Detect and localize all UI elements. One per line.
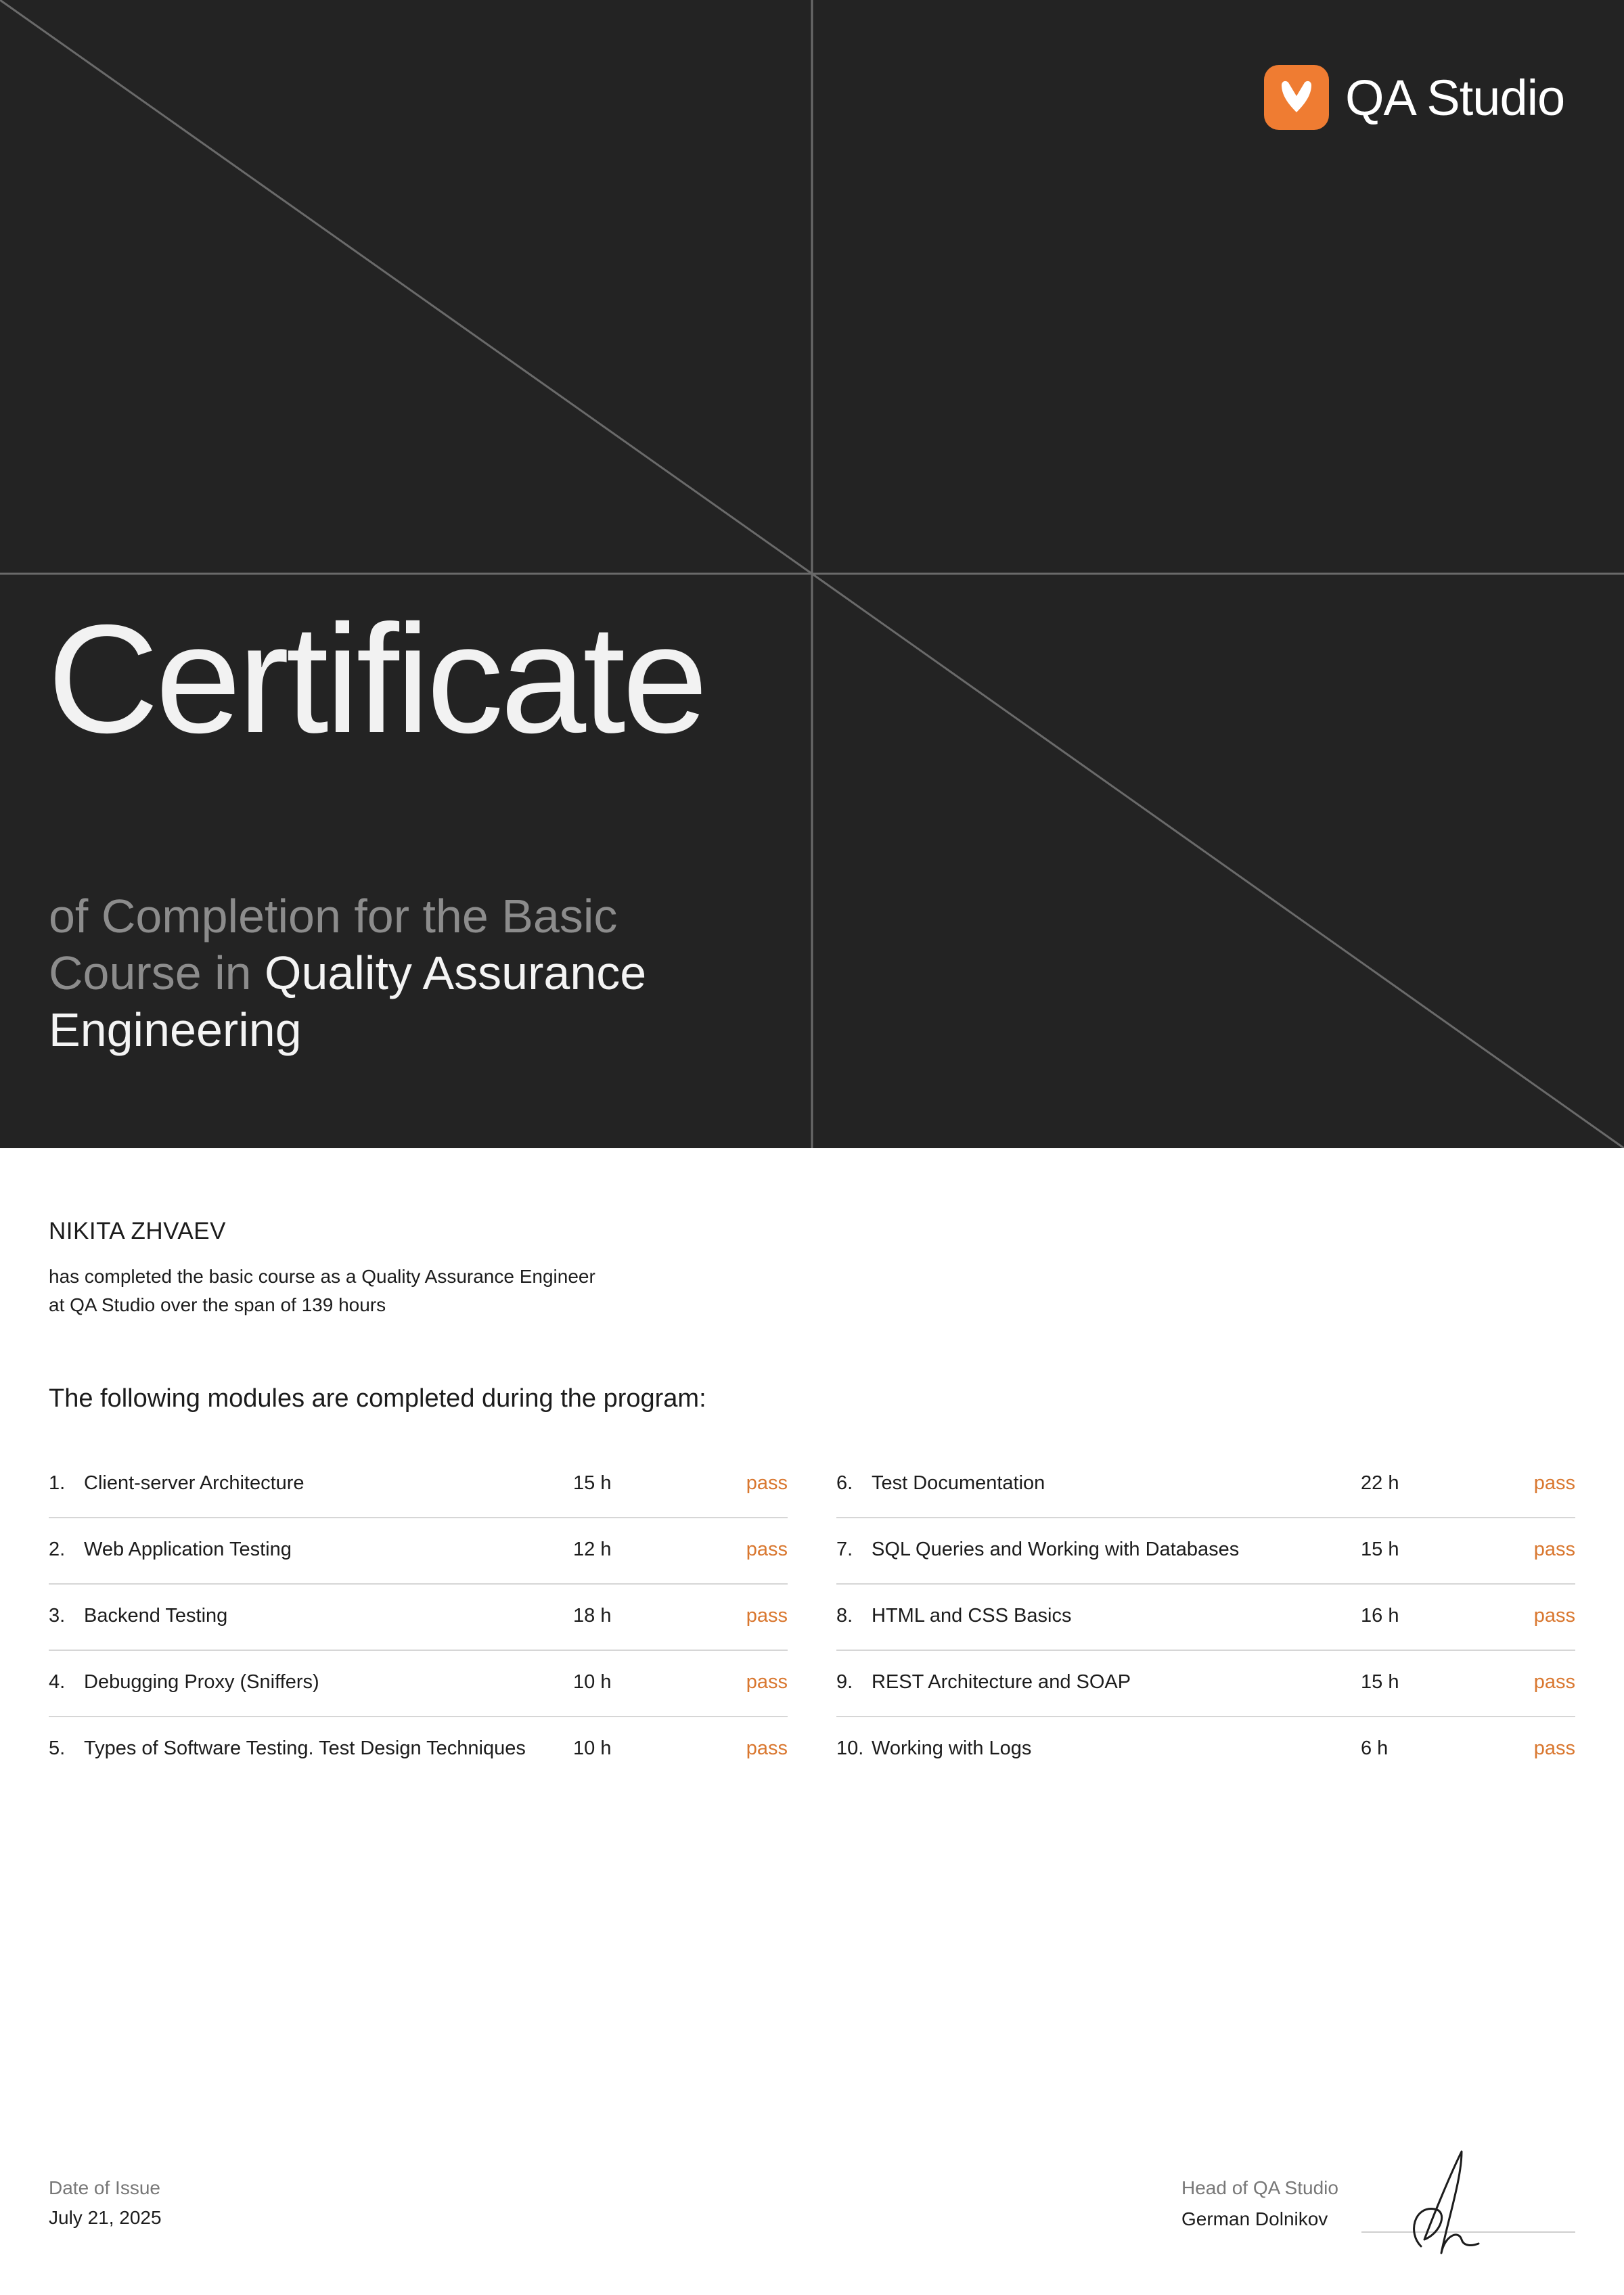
module-name: Debugging Proxy (Sniffers) bbox=[84, 1671, 319, 1693]
modules-heading: The following modules are completed during the program: bbox=[49, 1384, 706, 1413]
module-hours: 22 h bbox=[1361, 1472, 1399, 1494]
subtitle-course-name: Quality Assurance Engineering bbox=[49, 947, 647, 1056]
module-hours: 18 h bbox=[573, 1605, 612, 1627]
module-number: 3. bbox=[49, 1605, 66, 1627]
module-name: HTML and CSS Basics bbox=[872, 1605, 1072, 1627]
module-name: Client-server Architecture bbox=[84, 1472, 304, 1494]
heart-logo-icon bbox=[1264, 65, 1329, 130]
module-status: pass bbox=[746, 1539, 788, 1560]
module-hours: 12 h bbox=[573, 1539, 612, 1560]
module-status: pass bbox=[746, 1472, 788, 1494]
module-number: 2. bbox=[49, 1539, 66, 1560]
module-number: 4. bbox=[49, 1671, 66, 1693]
module-status: pass bbox=[746, 1605, 788, 1627]
module-status: pass bbox=[1533, 1671, 1575, 1693]
module-row bbox=[836, 1452, 1575, 1518]
module-status: pass bbox=[1533, 1472, 1575, 1494]
module-status: pass bbox=[1533, 1539, 1575, 1560]
module-row bbox=[836, 1518, 1575, 1585]
recipient-name: NIKITA ZHVAEV bbox=[49, 1218, 226, 1244]
certificate-subtitle bbox=[49, 888, 725, 1058]
module-row bbox=[49, 1518, 788, 1585]
module-name: Backend Testing bbox=[84, 1605, 228, 1627]
date-of-issue-value: July 21, 2025 bbox=[49, 2207, 162, 2228]
module-row bbox=[836, 1585, 1575, 1651]
signer-name: German Dolnikov bbox=[1181, 2208, 1328, 2229]
date-of-issue-label: Date of Issue bbox=[49, 2177, 160, 2198]
completion-description bbox=[49, 1263, 725, 1319]
module-row bbox=[49, 1585, 788, 1651]
module-hours: 15 h bbox=[573, 1472, 612, 1494]
module-number: 9. bbox=[836, 1671, 853, 1693]
module-name: SQL Queries and Working with Databases bbox=[872, 1539, 1240, 1560]
description-line-1: has completed the basic course as a Quality Assurance Engineer bbox=[49, 1266, 595, 1287]
module-hours: 15 h bbox=[1361, 1539, 1399, 1560]
brand-logo bbox=[1264, 65, 1564, 130]
module-name: Test Documentation bbox=[872, 1472, 1045, 1494]
module-number: 7. bbox=[836, 1539, 853, 1560]
module-hours: 16 h bbox=[1361, 1605, 1399, 1627]
module-row bbox=[49, 1452, 788, 1518]
module-number: 1. bbox=[49, 1472, 66, 1494]
description-line-2: at QA Studio over the span of 139 hours bbox=[49, 1294, 386, 1315]
certificate-title: Certificate bbox=[47, 593, 705, 765]
module-name: Working with Logs bbox=[872, 1737, 1032, 1759]
module-number: 10. bbox=[836, 1737, 864, 1759]
module-status: pass bbox=[1533, 1605, 1575, 1627]
subtitle-muted-text: of Completion for the Basic Course in bbox=[49, 890, 618, 999]
module-hours: 10 h bbox=[573, 1671, 612, 1693]
modules-list-left bbox=[49, 1452, 788, 1783]
module-hours: 10 h bbox=[573, 1737, 612, 1759]
module-hours: 15 h bbox=[1361, 1671, 1399, 1693]
module-row bbox=[49, 1651, 788, 1717]
module-number: 6. bbox=[836, 1472, 853, 1494]
module-hours: 6 h bbox=[1361, 1737, 1389, 1759]
module-row bbox=[49, 1717, 788, 1783]
module-status: pass bbox=[746, 1737, 788, 1759]
module-name: Types of Software Testing. Test Design Techniques bbox=[84, 1737, 526, 1759]
signature-image bbox=[1394, 2145, 1489, 2260]
brand-name: QA Studio bbox=[1345, 69, 1565, 126]
module-name: REST Architecture and SOAP bbox=[872, 1671, 1131, 1693]
module-status: pass bbox=[1533, 1737, 1575, 1759]
module-name: Web Application Testing bbox=[84, 1539, 292, 1560]
module-number: 5. bbox=[49, 1737, 66, 1759]
module-number: 8. bbox=[836, 1605, 853, 1627]
module-row bbox=[836, 1651, 1575, 1717]
module-status: pass bbox=[746, 1671, 788, 1693]
modules-list-right bbox=[836, 1452, 1575, 1783]
module-row bbox=[836, 1717, 1575, 1783]
signer-title: Head of QA Studio bbox=[1181, 2177, 1338, 2198]
